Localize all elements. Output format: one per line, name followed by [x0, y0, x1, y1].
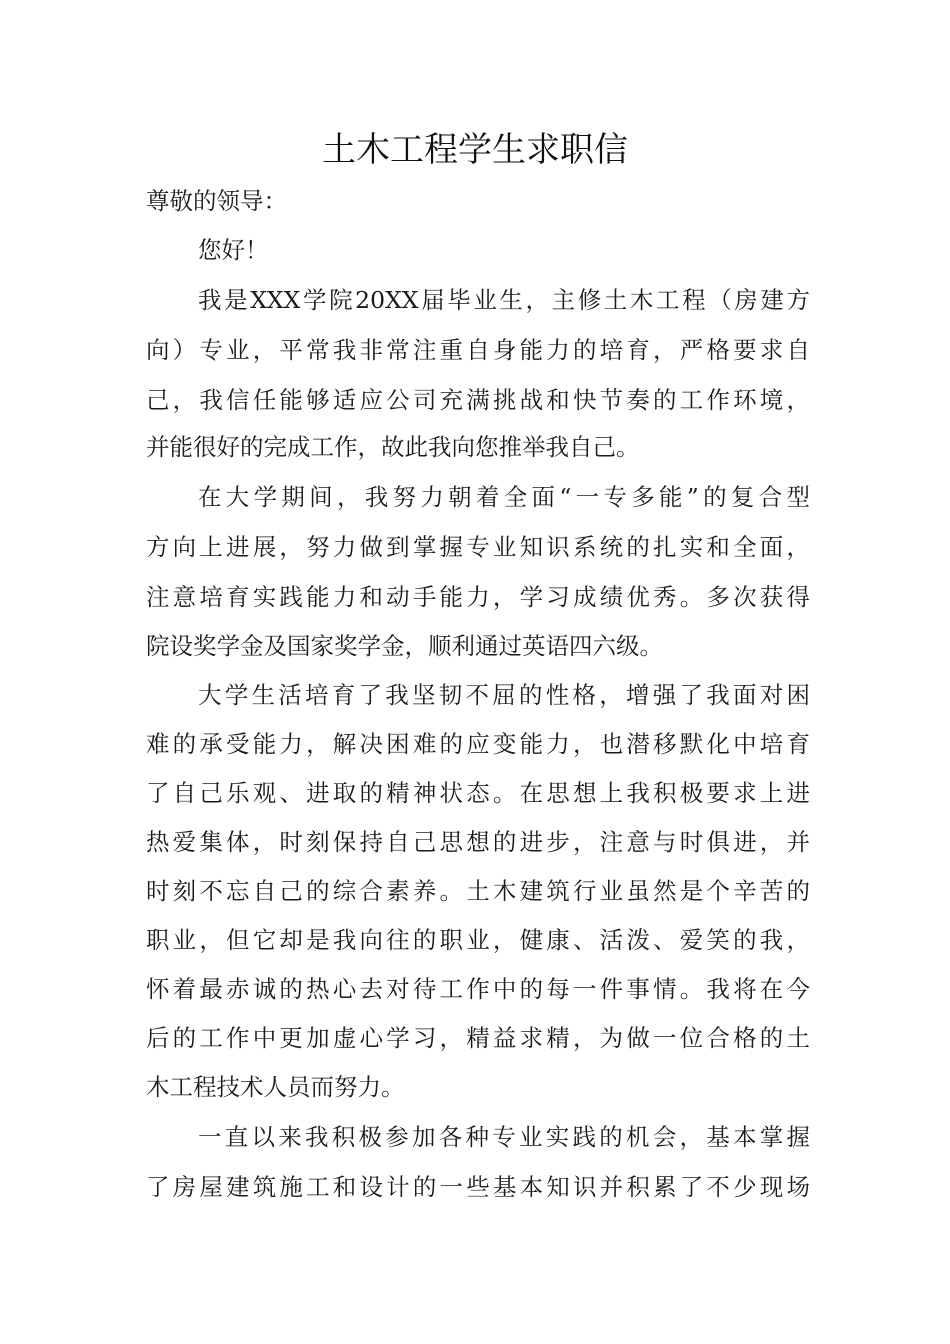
paragraph-3-line-5: 时刻不忘自己的综合素养。土木建筑行业虽然是个辛苦的 [146, 877, 810, 905]
paragraph-2-line-2: 方向上进展，努力做到掌握专业知识系统的扎实和全面， [146, 533, 810, 561]
paragraph-3-line-9: 木工程技术人员而努力。 [146, 1073, 405, 1101]
paragraph-1-line-1: 我是XXX学院20XX届毕业生，主修土木工程（房建方 [198, 286, 810, 314]
salutation: 尊敬的领导： [146, 187, 287, 215]
paragraph-3-line-1: 大学生活培育了我坚韧不屈的性格，增强了我面对困 [198, 681, 810, 709]
paragraph-3-line-4: 热爱集体，时刻保持自己思想的进步，注意与时俱进，并 [146, 828, 810, 856]
paragraph-3-line-8: 后的工作中更加虚心学习，精益求精，为做一位合格的土 [146, 1024, 810, 1052]
paragraph-3-line-6: 职业，但它却是我向往的职业，健康、活泼、爱笑的我， [146, 926, 810, 954]
paragraph-3-line-2: 难的承受能力，解决困难的应变能力，也潜移默化中培育 [146, 730, 810, 758]
paragraph-1-line-3: 己，我信任能够适应公司充满挑战和快节奏的工作环境， [146, 386, 810, 414]
paragraph-1-line-2: 向）专业，平常我非常注重自身能力的培育，严格要求自 [146, 336, 810, 364]
paragraph-4-line-2: 了房屋建筑施工和设计的一些基本知识并积累了不少现场 [146, 1173, 810, 1201]
paragraph-3-line-3: 了自己乐观、进取的精神状态。在思想上我积极要求上进 [146, 779, 810, 807]
paragraph-2-line-1: 在大学期间，我努力朝着全面“一专多能”的复合型 [198, 483, 810, 511]
greeting: 您好！ [198, 236, 269, 264]
paragraph-2-line-3: 注意培育实践能力和动手能力，学习成绩优秀。多次获得 [146, 583, 810, 611]
document-title: 土木工程学生求职信 [322, 130, 628, 170]
paragraph-2-line-4: 院设奖学金及国家奖学金，顺利通过英语四六级。 [146, 632, 663, 660]
paragraph-4-line-1: 一直以来我积极参加各种专业实践的机会，基本掌握 [198, 1123, 810, 1151]
paragraph-1-line-4: 并能很好的完成工作，故此我向您推举我自己。 [146, 433, 640, 461]
paragraph-3-line-7: 怀着最赤诚的热心去对待工作中的每一件事情。我将在今 [146, 975, 810, 1003]
